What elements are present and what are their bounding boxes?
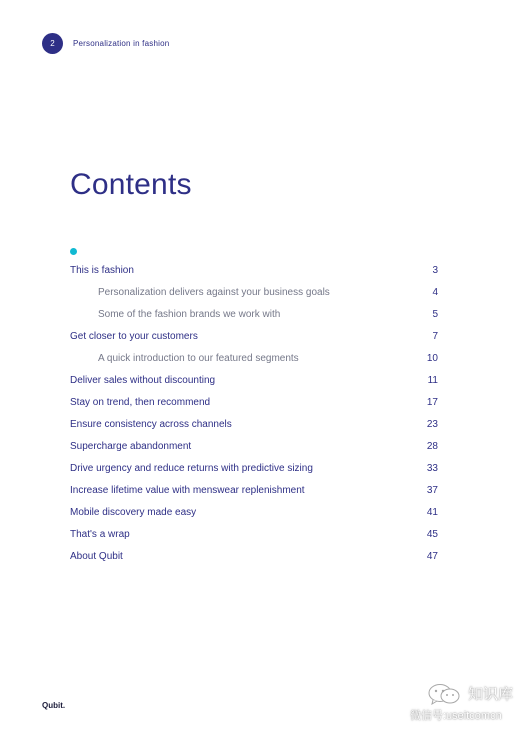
toc-entry-page: 47 (426, 551, 438, 562)
toc-entry[interactable] (70, 503, 438, 525)
toc-entry-label: Some of the fashion brands we work with (98, 309, 281, 320)
wechat-icon (427, 683, 461, 705)
running-header-title: Personalization in fashion (73, 39, 170, 48)
toc-entry-page: 3 (432, 265, 438, 276)
toc-entry[interactable] (70, 481, 438, 503)
page-number-badge: 2 (42, 33, 63, 54)
toc-entry-label: Ensure consistency across channels (70, 419, 232, 430)
qubit-logo: Qubit. (42, 701, 66, 710)
toc-entry-label: That's a wrap (70, 529, 130, 540)
toc-entry-page: 5 (432, 309, 438, 320)
toc-entry[interactable] (70, 525, 438, 547)
toc-entry-label: Get closer to your customers (70, 331, 198, 342)
watermark-title: 知识库 (468, 686, 514, 703)
toc-entry[interactable] (70, 349, 438, 371)
toc-entry-label: Drive urgency and reduce returns with predictive sizing (70, 463, 313, 474)
toc-entry[interactable] (70, 437, 438, 459)
watermark (410, 680, 522, 724)
toc-entry-page: 7 (432, 331, 438, 342)
toc-entry-label: About Qubit (70, 551, 123, 562)
toc-entry-label: A quick introduction to our featured segments (98, 353, 299, 364)
toc-entry-page: 10 (426, 353, 438, 364)
toc-entry-page: 4 (432, 287, 438, 298)
watermark-subtitle: 微信号:useitcomcn (410, 710, 502, 722)
table-of-contents (70, 261, 438, 569)
toc-entry[interactable] (70, 547, 438, 569)
page-header (42, 33, 169, 54)
toc-entry-label: Supercharge abandonment (70, 441, 192, 452)
toc-entry-page: 37 (426, 485, 438, 496)
toc-entry-label: Deliver sales without discounting (70, 375, 216, 386)
accent-dot (70, 248, 77, 255)
toc-entry[interactable] (70, 393, 438, 415)
toc-entry-page: 28 (426, 441, 438, 452)
toc-entry-label: Stay on trend, then recommend (70, 397, 211, 408)
page-title: Contents (70, 168, 192, 201)
toc-entry-page: 33 (426, 463, 438, 474)
toc-entry[interactable] (70, 283, 438, 305)
toc-entry[interactable] (70, 459, 438, 481)
toc-entry[interactable] (70, 261, 438, 283)
toc-entry[interactable] (70, 327, 438, 349)
toc-entry[interactable] (70, 415, 438, 437)
toc-entry-page: 41 (426, 507, 438, 518)
toc-entry[interactable] (70, 305, 438, 327)
toc-entry-page: 23 (426, 419, 438, 430)
toc-entry-page: 11 (427, 375, 438, 386)
toc-entry-label: Increase lifetime value with menswear replenishment (70, 485, 305, 496)
toc-entry-label: Mobile discovery made easy (70, 507, 197, 518)
toc-entry-page: 45 (426, 529, 438, 540)
toc-entry-page: 17 (426, 397, 438, 408)
toc-entry-label: Personalization delivers against your business goals (98, 287, 330, 298)
toc-entry[interactable] (70, 371, 438, 393)
toc-entry-label: This is fashion (70, 265, 134, 276)
